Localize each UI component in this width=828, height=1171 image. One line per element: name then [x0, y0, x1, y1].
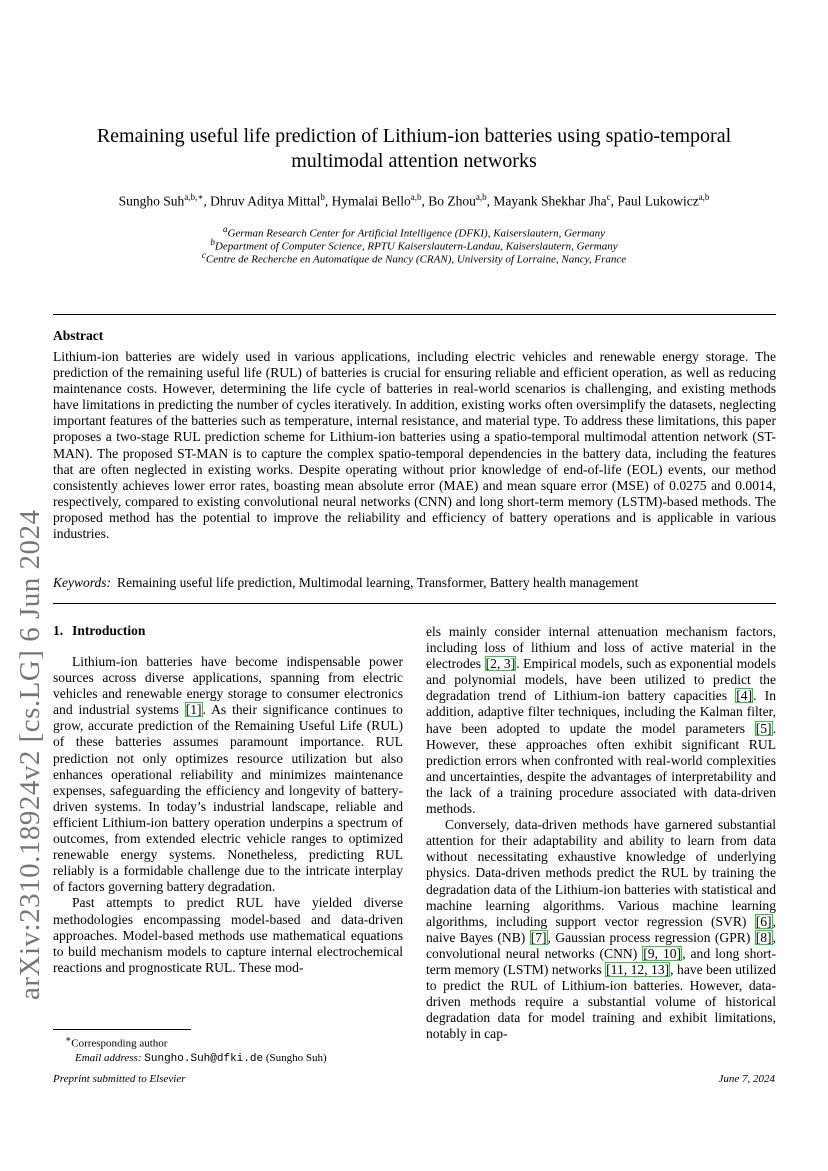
- citation-link[interactable]: [2, 3]: [485, 656, 516, 672]
- footnote-corresponding: [53, 1032, 327, 1051]
- email-owner: (Sungho Suh): [265, 1051, 327, 1064]
- author-affiliation-mark: a,b,∗: [184, 192, 204, 202]
- text-run: , naive Bayes (NB): [426, 913, 776, 945]
- keywords-text: Remaining useful life prediction, Multimodal learning, Transformer, Battery health management: [117, 575, 639, 590]
- citation-link[interactable]: [9, 10]: [643, 945, 682, 961]
- text-run: . As their significance continues to grow, accurate prediction of the Remaining Useful Life (RUL) of these batteries assumes paramount importance. RUL prediction not only optimizes resource utilization but also enhances operational reliability and minimizes maintenance expenses, safeguarding the efficiency and longevity of battery-driven systems. In today’s industrial landscape, reliable and efficient Lithium-ion battery operation underpins a spectrum of outcomes, from extended electric vehicle ranges to optimized renewable energy systems. Nonetheless, predicting RUL reliably is a formidable challenge due to the intricate interplay of factors governing battery degradation.: [53, 702, 403, 895]
- author-affiliation-mark: c: [606, 192, 611, 202]
- affiliation-text: Centre de Recherche en Automatique de Nancy (CRAN), University of Lorraine, Nancy, France: [205, 253, 627, 266]
- author-affiliation-mark: a,b: [410, 192, 422, 202]
- left-column: [53, 654, 403, 976]
- footer-date: June 7, 2024: [718, 1073, 775, 1085]
- citation-link[interactable]: [11, 12, 13]: [606, 961, 670, 977]
- citation-link[interactable]: [4]: [736, 688, 753, 704]
- author-affiliation-mark: a,b: [698, 192, 710, 202]
- footnote-mark: ∗: [65, 1034, 72, 1044]
- abstract-body: Lithium-ion batteries are widely used in various applications, including electric vehicles and renewable energy storage. The prediction of the remaining useful life (RUL) of batteries is crucial for ensuring reliable and efficient operation, as well as reducing maintenance costs. However, determining the life cycle of batteries in real-world scenarios is challenging, and existing methods have limitations in predicting the number of cycles iteratively. In addition, existing works often oversimplify the datasets, neglecting important features of the batteries such as temperature, internal resistance, and material type. To address these limitations, this paper proposes a two-stage RUL prediction scheme for Lithium-ion batteries using a spatio-temporal multimodal attention network (ST-MAN). The proposed ST-MAN is to capture the complex spatio-temporal dependencies in the battery data, including the features that are often neglected in existing works. Despite operating without prior knowledge of end-of-life (EOL) events, our method consistently achieves lower error rates, boasting mean absolute error (MAE) and mean square error (MSE) of 0.0275 and 0.0014, respectively, compared to existing convolutional neural networks (CNN) and long short-term memory (LSTM)-based methods. The proposed method has the potential to improve the reliability and efficiency of battery operations and is applicable in various industries.: [53, 349, 776, 542]
- footnote-text: Corresponding author: [71, 1037, 168, 1050]
- arxiv-side-stamp: arXiv:2310.18924v2 [cs.LG] 6 Jun 2024: [14, 509, 46, 1000]
- citation-link[interactable]: [6]: [755, 913, 772, 929]
- affiliation-text: German Research Center for Artificial Intelligence (DFKI), Kaiserslautern, Germany: [227, 227, 606, 240]
- author: Hymalai Bello: [331, 193, 411, 209]
- author: Paul Lukowicz: [617, 193, 699, 209]
- author: Sungho Suh: [118, 193, 185, 209]
- citation-link[interactable]: [1]: [185, 702, 202, 718]
- footnote: [53, 1032, 327, 1066]
- abstract-bottom-rule: [53, 603, 776, 604]
- footer-journal: Preprint submitted to Elsevier: [53, 1073, 186, 1085]
- right-column: [426, 624, 776, 1042]
- affiliation-mark: c: [201, 250, 206, 260]
- paper-title: [0, 124, 828, 174]
- paragraph: [426, 817, 776, 1042]
- email-address[interactable]: Sungho.Suh@dfki.de: [144, 1052, 264, 1065]
- text-run: , convolutional neural networks (CNN): [426, 929, 776, 961]
- email-label: Email address:: [75, 1051, 142, 1064]
- title-line-2: multimodal attention networks: [291, 150, 537, 172]
- section-title: Introduction: [72, 623, 146, 638]
- affiliation-mark: a: [222, 224, 228, 234]
- paragraph: [426, 624, 776, 817]
- section-heading: [53, 623, 145, 639]
- keywords-label: Keywords:: [53, 575, 111, 590]
- text-run: . Empirical models, such as exponential models and polynomial models, have been utilized to predict the degradation trend of Lithium-ion battery capacities: [426, 656, 776, 704]
- text-run: , and long short-term memory (LSTM) networks: [426, 945, 777, 977]
- author: Bo Zhou: [428, 193, 476, 209]
- title-line-1: Remaining useful life prediction of Lithium-ion batteries using spatio-temporal: [96, 125, 732, 147]
- text-run: . However, these approaches often exhibit significant RUL prediction errors when confronted with real-world complexities and uncertainties, despite the advantages of interpretability and the lack of a training procedure associated with data-driven methods.: [426, 720, 776, 817]
- abstract-heading: Abstract: [53, 328, 104, 343]
- author-affiliation-mark: b: [320, 192, 325, 202]
- text-run: . In addition, adaptive filter techniques, including the Kalman filter, have been adopted to update the model parameters: [426, 688, 777, 736]
- keywords: [53, 575, 638, 591]
- author-affiliation-mark: a,b: [475, 192, 487, 202]
- paragraph: [53, 654, 403, 895]
- affiliation-c: [0, 250, 828, 266]
- citation-link[interactable]: [7]: [530, 929, 547, 945]
- section-number: 1.: [53, 623, 64, 638]
- text-run: Conversely, data-driven methods have garnered substantial attention for their adaptability and ability to learn from data without necessitating exhaustive knowledge of underlying physics. Data-driven methods predict the RUL by training the degradation data of the Lithium-ion batteries with statistical and machine learning algorithms. Various machine learning algorithms, including support vector regression (SVR): [426, 817, 776, 929]
- abstract-top-rule: [53, 314, 776, 315]
- affiliation-text: Department of Computer Science, RPTU Kaiserslautern-Landau, Kaiserslautern, Germany: [214, 240, 618, 253]
- affiliation-mark: b: [210, 237, 215, 247]
- author: Dhruv Aditya Mittal: [210, 193, 321, 209]
- footnote-rule: [53, 1029, 191, 1030]
- author: Mayank Shekhar Jha: [493, 193, 607, 209]
- citation-link[interactable]: [8]: [755, 929, 772, 945]
- paragraph: Past attempts to predict RUL have yielded diverse methodologies encompassing model-based and data-driven approaches. Model-based methods use mathematical equations to build mechanism models to capture internal electrochemical reactions and prognosticate RUL. These mod-: [53, 895, 403, 975]
- text-run: , have been utilized to predict the RUL of Lithium-ion batteries. However, data-driven methods require a substantial volume of historical degradation data for model training and exhibit limitations, notably in cap-: [426, 961, 776, 1042]
- text-run: els mainly consider internal attenuation mechanism factors, including loss of lithium and loss of active material in the electrodes: [426, 624, 776, 672]
- footnote-email-line: [53, 1051, 327, 1066]
- citation-link[interactable]: [5]: [755, 720, 772, 736]
- text-run: , Gaussian process regression (GPR): [547, 929, 755, 945]
- author-list: Sungho Suh$^{a,b,∗}$, Dhruv Aditya Mittal$^b$, Hymalai Bello$^{a,b}$, Bo Zhou$^{a,b}$, Mayank Shekhar Jha$^c$, Paul Lukowicz$^{a,b}$: [118, 192, 710, 209]
- text-run: Lithium-ion batteries have become indispensable power sources across diverse applications, spanning from electric vehicles and renewable energy storage to consumer electronics and industrial systems: [53, 654, 403, 718]
